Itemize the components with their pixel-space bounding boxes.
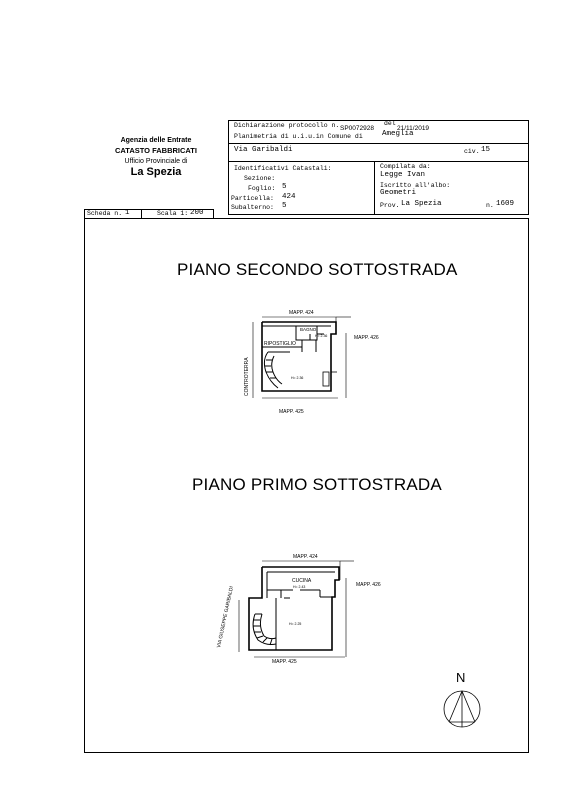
- plan1-room-height: H= 2.25: [289, 622, 302, 626]
- agency-name: Agenzia delle Entrate: [120, 137, 192, 144]
- plan1-room-cucina-height: H= 2.43: [293, 585, 306, 589]
- declaration-label: Dichiarazione protocollo n.: [234, 122, 340, 129]
- planimetry-label: Planimetria di u.i.u.in Comune di: [234, 133, 363, 140]
- identifiers-label: Identificativi Catastali:: [234, 165, 332, 172]
- street-value: Via Garibaldi: [234, 146, 293, 154]
- sezione-label: Sezione:: [244, 175, 276, 182]
- plan2-room-ripostiglio: RIPOSTIGLIO: [264, 341, 296, 347]
- plan-title-second-basement: PIANO SECONDO SOTTOSTRADA: [177, 260, 458, 279]
- north-label: N: [456, 670, 466, 685]
- civ-label: civ.: [464, 148, 480, 155]
- agency-province: La Spezia: [130, 166, 182, 178]
- civ-value: 15: [481, 146, 491, 154]
- particella-value: 424: [282, 193, 296, 201]
- registration-n-label: n.: [486, 202, 494, 209]
- plan2-mapp-right: MAPP. 426: [354, 335, 379, 341]
- compilata-label: Compilata da:: [380, 163, 431, 170]
- plan1-mapp-bottom: MAPP. 425: [272, 659, 297, 665]
- subalterno-value: 5: [282, 202, 287, 210]
- subalterno-label: Subalterno:: [231, 204, 274, 211]
- plan1-street-label: VIA GIUSEPPE GARIBALDI: [216, 585, 236, 649]
- compilata-value: Legge Ivan: [380, 171, 426, 179]
- scheda-number: 1: [125, 209, 130, 217]
- scale-value: 200: [190, 209, 204, 217]
- plan1-mapp-right: MAPP. 426: [356, 582, 381, 588]
- plan2-room-bagno-height: H= 2.36: [315, 334, 328, 338]
- foglio-value: 5: [282, 183, 287, 191]
- plan2-street-label: CONTROTERRA: [244, 357, 250, 396]
- plan-title-first-basement: PIANO PRIMO SOTTOSTRADA: [192, 475, 442, 494]
- prov-value: La Spezia: [401, 200, 442, 208]
- registration-n-value: 1609: [496, 200, 515, 208]
- agency-office: Ufficio Provinciale di: [124, 158, 188, 165]
- scale-label: Scala 1:: [157, 210, 189, 217]
- comune-value: Ameglia: [382, 130, 414, 138]
- particella-label: Particella:: [231, 195, 274, 202]
- plan2-room-bagno: BAGNO: [300, 327, 317, 332]
- plan2-mapp-bottom: MAPP. 425: [279, 409, 304, 415]
- protocol-number: SP0072928: [340, 125, 374, 132]
- agency-catasto: CATASTO FABBRICATI: [115, 146, 197, 155]
- foglio-label: Foglio:: [248, 185, 276, 192]
- iscritto-label: Iscritto all'albo:: [380, 182, 451, 189]
- iscritto-value: Geometri: [380, 189, 417, 197]
- plan2-room-height: H= 2.36: [291, 376, 304, 380]
- scheda-label: Scheda n.: [87, 210, 123, 217]
- declaration-date: 21/11/2019: [397, 125, 430, 132]
- plan1-room-cucina: CUCINA: [292, 578, 312, 584]
- plan1-mapp-top: MAPP. 424: [293, 554, 318, 560]
- date-label: del: [384, 120, 396, 127]
- plan2-mapp-top: MAPP. 424: [289, 310, 314, 316]
- prov-label: Prov.: [380, 202, 400, 209]
